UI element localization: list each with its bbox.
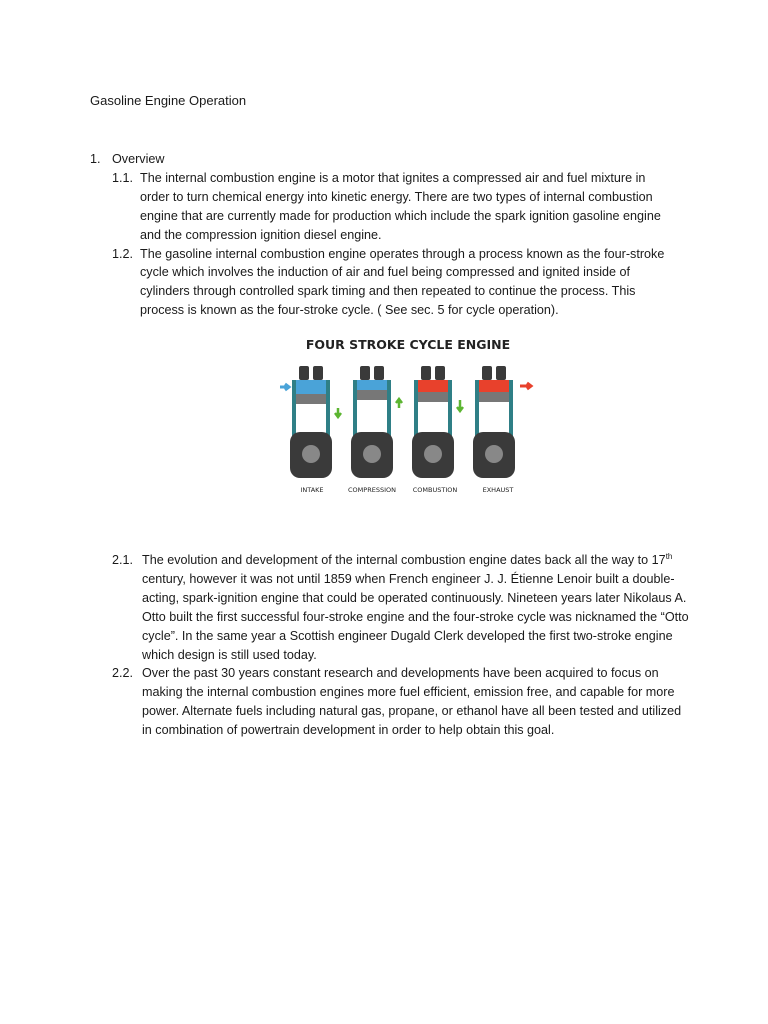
item-text: Over the past 30 years constant research and developments have been acquired to focus on making the internal combustion engines more fuel efficient, emission free, and capable for more power. Alternate fuels including natural gas, propane, or ethanol have all been tested and utilized in combination of powertrain development in order to help obtain this goal. <box>142 666 682 738</box>
item-text <box>140 551 692 664</box>
exhaust-label: EXHAUST <box>482 486 514 494</box>
superscript: th <box>665 551 673 561</box>
item-text: The internal combustion engine is a motor that ignites a compressed air and fuel mixture in order to turn chemical energy into kinetic energy. There are two types of internal combustion engine that are currently made for production which include the spark ignition gasoline engine and the compression ignition diesel engine. <box>140 170 661 242</box>
list-item <box>112 664 692 740</box>
item-text: The gasoline internal combustion engine operates through a process known as the four-stroke cycle which involves the induction of air and fuel being compressed and ignited inside of cylinders through controlled spark timing and then repeated to continue the process. This process is known as the four-stroke cycle. ( See sec. 5 for cycle operation). <box>140 246 665 318</box>
intake-cylinder <box>280 366 341 478</box>
compression-label: COMPRESSION <box>348 486 396 494</box>
section-history <box>112 551 692 740</box>
item-text-part: century, however it was not until 1859 when French engineer J. J. Étienne Lenoir built a double-acting, spark-ignition engine that could be operated continuously. Nineteen years later Nikolaus A. Otto built the first successful four-stroke engine and the four-stroke cycle was nicknamed the “Otto cycle”. In the same year a Scottish engineer Dugald Clerk developed the first two-stroke engine which design is still used today. <box>142 571 689 662</box>
item-number: 1.2. <box>112 246 134 261</box>
section-heading <box>90 150 690 169</box>
combustion-label: COMBUSTION <box>412 486 458 494</box>
four-stroke-figure <box>278 336 538 498</box>
section-overview <box>90 150 690 320</box>
compression-cylinder <box>351 366 402 478</box>
list-item <box>112 245 690 321</box>
section-heading-text: Overview <box>112 152 165 166</box>
item-number: 2.2. <box>112 666 134 681</box>
exhaust-cylinder <box>473 366 531 478</box>
figure-title: FOUR STROKE CYCLE ENGINE <box>305 337 511 352</box>
item-text-part: The evolution and development of the internal combustion engine dates back all the way to 17 <box>142 553 666 567</box>
combustion-cylinder <box>412 366 463 478</box>
item-number: 1.1. <box>112 170 134 185</box>
four-stroke-illustration <box>278 336 538 498</box>
intake-label: INTAKE <box>300 486 324 494</box>
list-item <box>112 169 690 245</box>
list-item <box>112 551 692 664</box>
item-number: 2.1. <box>112 553 134 567</box>
section-number: 1. <box>90 152 101 166</box>
document-title: Gasoline Engine Operation <box>90 93 247 108</box>
